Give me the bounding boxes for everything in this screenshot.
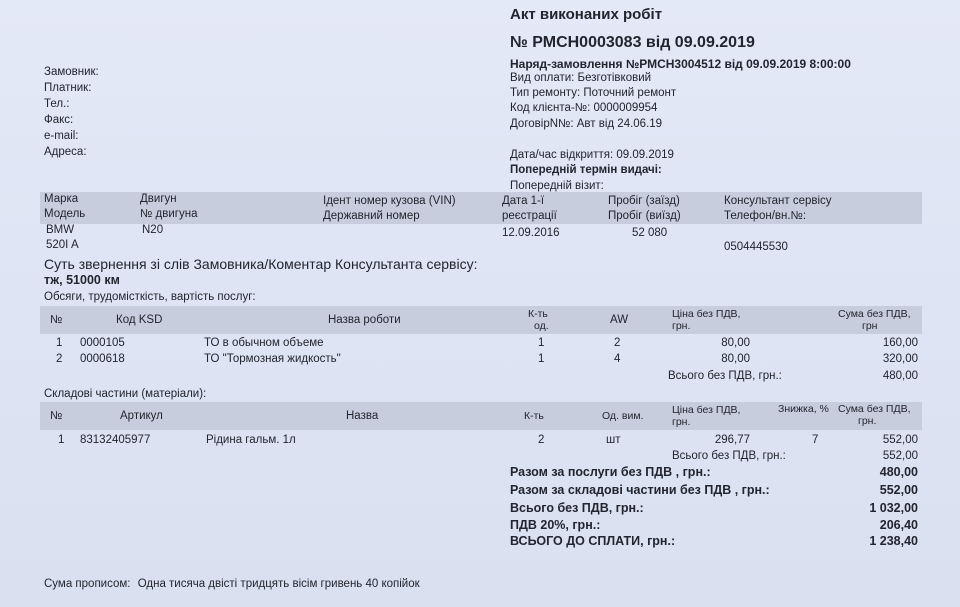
- work-order: Наряд-замовлення №РМСН3004512 від 09.09.2019 8:00:00: [510, 57, 851, 71]
- amount-in-words-text: Одна тисяча двісті тридцять вісім гривень 40 копійок: [137, 578, 420, 590]
- summary-services-value: 480,00: [879, 465, 918, 479]
- payment-type: Вид оплати: Безготівковий: [510, 72, 652, 84]
- services-header-sum: Сума без ПДВ,: [838, 308, 911, 320]
- client-label: Замовник:: [44, 66, 99, 78]
- service-aw: 2: [614, 337, 621, 349]
- vehicle-brand: BMW: [46, 224, 75, 236]
- summary-subtotal-label: Всього без ПДВ, грн.:: [510, 501, 644, 515]
- service-name: ТО "Тормозная жидкость": [204, 353, 341, 365]
- vehicle-header-phone: Телефон/вн.№:: [724, 210, 807, 222]
- services-header-code: Код KSD: [116, 314, 163, 326]
- complaint-label: Суть звернення зі слів Замовника/Коментар Консультанта сервісу:: [44, 256, 478, 272]
- vehicle-header-regdate-1: Дата 1-ї: [502, 195, 545, 207]
- parts-header-unit: Од. вим.: [602, 410, 644, 422]
- client-code: Код клієнта-№: 0000009954: [510, 102, 658, 114]
- service-name: ТО в обычном объеме: [204, 337, 324, 349]
- payer-label: Платник:: [44, 82, 92, 94]
- phone-label: Тел.:: [44, 98, 70, 110]
- summary-grand-total-value: 1 238,40: [869, 534, 918, 548]
- vehicle-header-plate: Державний номер: [323, 210, 420, 222]
- parts-total-label: Всього без ПДВ, грн.:: [672, 450, 786, 462]
- parts-header-article: Артикул: [120, 410, 163, 422]
- summary-parts-label: Разом за складові частини без ПДВ , грн.:: [510, 483, 770, 497]
- parts-header-name: Назва: [346, 410, 379, 422]
- vehicle-header-consultant: Консультант сервісу: [724, 195, 832, 207]
- amount-in-words: [44, 578, 420, 590]
- part-name: Рідина гальм. 1л: [206, 434, 296, 446]
- parts-header-price-unit: грн.: [672, 416, 691, 428]
- preliminary-visit: Попередній візит:: [510, 180, 604, 192]
- vehicle-header-vin: Ідент номер кузова (VIN): [323, 195, 456, 207]
- service-price: 80,00: [721, 337, 750, 349]
- address-label: Адреса:: [44, 146, 87, 158]
- summary-parts-value: 552,00: [879, 483, 918, 497]
- vehicle-header-mileage-out: Пробіг (виїзд): [608, 210, 681, 222]
- services-header-name: Назва роботи: [328, 314, 401, 326]
- fax-label: Факс:: [44, 114, 74, 126]
- vehicle-header-regdate-2: реєстрації: [502, 210, 557, 222]
- part-discount: 7: [812, 434, 819, 446]
- service-aw: 4: [614, 353, 621, 365]
- parts-header-sum: Сума без ПДВ,: [838, 403, 911, 415]
- repair-type: Тип ремонту: Поточний ремонт: [510, 87, 677, 99]
- vehicle-header-mileage-in: Пробіг (заїзд): [608, 195, 680, 207]
- service-code: 0000105: [80, 337, 125, 349]
- vehicle-mileage: 52 080: [632, 227, 668, 239]
- service-qty: 1: [538, 353, 545, 365]
- vehicle-header-engine-no: № двигуна: [140, 208, 198, 220]
- parts-header-qty: К-ть: [524, 410, 544, 422]
- services-header-qty: К-ть: [528, 308, 548, 320]
- summary-vat-value: 206,40: [879, 518, 918, 532]
- vehicle-engine: N20: [142, 224, 164, 236]
- parts-section-label: Складові частини (матеріали):: [44, 388, 207, 400]
- part-no: 1: [58, 434, 65, 446]
- parts-header-sum-unit: грн.: [858, 415, 877, 427]
- services-section-label: Обсяги, трудомісткість, вартість послуг:: [44, 291, 256, 303]
- summary-services-label: Разом за послуги без ПДВ , грн.:: [510, 465, 711, 479]
- summary-vat-label: ПДВ 20%, грн.:: [510, 518, 601, 532]
- services-header-band: [40, 306, 922, 334]
- document-number: № РМСН0003083 від 09.09.2019: [510, 34, 755, 51]
- service-no: 1: [56, 337, 63, 349]
- amount-in-words-label: Сума прописом:: [44, 578, 131, 590]
- services-header-aw: AW: [610, 314, 629, 326]
- complaint-text: тж, 51000 км: [44, 273, 120, 287]
- parts-total: 552,00: [882, 450, 918, 462]
- services-total: 480,00: [882, 370, 918, 382]
- act-title: Акт виконаних робіт: [510, 6, 663, 23]
- services-header-sum-unit: грн: [862, 320, 878, 332]
- service-sum: 320,00: [882, 353, 918, 365]
- part-sum: 552,00: [882, 434, 918, 446]
- service-sum: 160,00: [882, 337, 918, 349]
- preliminary-term: Попередній термін видачі:: [510, 164, 662, 176]
- services-header-no: №: [50, 314, 63, 326]
- services-header-price-unit: грн.: [672, 320, 691, 332]
- vehicle-header-model: Модель: [44, 208, 86, 220]
- consultant-phone: 0504445530: [724, 241, 788, 253]
- parts-header-price: Ціна без ПДВ,: [672, 404, 741, 416]
- email-label: e-mail:: [44, 130, 79, 142]
- contract: ДоговірN№: Авт від 24.06.19: [510, 118, 663, 130]
- opened-datetime: Дата/час відкриття: 09.09.2019: [510, 149, 674, 161]
- summary-grand-total-label: ВСЬОГО ДО СПЛАТИ, грн.:: [510, 534, 676, 548]
- part-article: 83132405977: [80, 434, 151, 446]
- part-qty: 2: [538, 434, 545, 446]
- vehicle-reg-date: 12.09.2016: [502, 227, 560, 239]
- vehicle-model: 520I A: [46, 239, 79, 251]
- services-header-qty-unit: од.: [534, 320, 549, 332]
- service-price: 80,00: [721, 353, 750, 365]
- services-total-label: Всього без ПДВ, грн.:: [668, 370, 782, 382]
- services-header-price: Ціна без ПДВ,: [672, 308, 741, 320]
- parts-header-no: №: [50, 410, 63, 422]
- part-price: 296,77: [714, 434, 750, 446]
- part-unit: шт: [606, 434, 621, 446]
- vehicle-header-engine: Двигун: [140, 193, 177, 205]
- service-no: 2: [56, 353, 63, 365]
- parts-header-discount: Знижка, %: [778, 403, 829, 415]
- vehicle-header-brand: Марка: [44, 193, 79, 205]
- summary-subtotal-value: 1 032,00: [869, 501, 918, 515]
- service-qty: 1: [538, 337, 545, 349]
- service-code: 0000618: [80, 353, 125, 365]
